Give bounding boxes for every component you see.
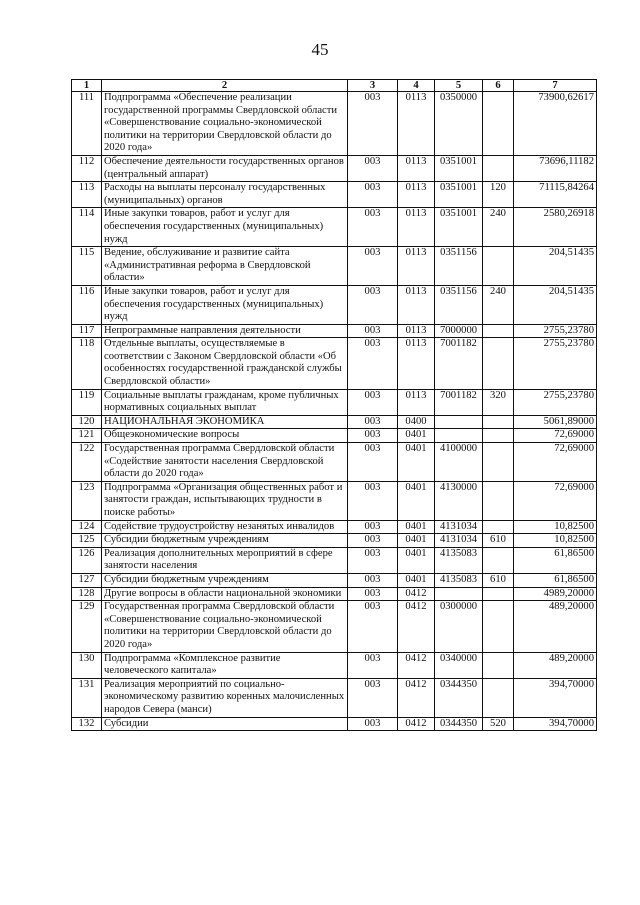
- target-article-code: 0344350: [435, 717, 483, 731]
- column-header: 3: [348, 80, 398, 92]
- row-amount: 394,70000: [514, 717, 597, 731]
- section-code: 0401: [398, 534, 435, 548]
- section-code: 0401: [398, 520, 435, 534]
- table-row: [72, 717, 597, 731]
- target-article-code: 0351001: [435, 182, 483, 208]
- expense-type-code: [483, 520, 514, 534]
- row-number: 130: [72, 652, 102, 678]
- table-row: [72, 587, 597, 601]
- row-number: 125: [72, 534, 102, 548]
- expense-type-code: [483, 247, 514, 286]
- target-article-code: 4130000: [435, 481, 483, 520]
- row-number: 122: [72, 443, 102, 482]
- row-name: Расходы на выплаты персоналу государственных (муниципальных) органов: [102, 182, 348, 208]
- section-code: 0113: [398, 338, 435, 389]
- ministry-code: 003: [348, 92, 398, 156]
- ministry-code: 003: [348, 324, 398, 338]
- table-row: [72, 443, 597, 482]
- row-number: 121: [72, 429, 102, 443]
- row-name: Государственная программа Свердловской области «Содействие занятости населения Свердловской области до 2020 года»: [102, 443, 348, 482]
- table-row: [72, 481, 597, 520]
- row-amount: 72,69000: [514, 429, 597, 443]
- row-name: Государственная программа Свердловской области «Совершенствование социально-экономической политики на территории Свердловской области до 2020 года»: [102, 601, 348, 652]
- ministry-code: 003: [348, 573, 398, 587]
- section-code: 0401: [398, 481, 435, 520]
- row-name: Субсидии бюджетным учреждениям: [102, 534, 348, 548]
- target-article-code: 4100000: [435, 443, 483, 482]
- table-row: [72, 285, 597, 324]
- row-number: 123: [72, 481, 102, 520]
- row-number: 126: [72, 547, 102, 573]
- row-name: Подпрограмма «Организация общественных работ и занятости граждан, испытывающих трудности в поиске работы»: [102, 481, 348, 520]
- row-name: Общеэкономические вопросы: [102, 429, 348, 443]
- row-amount: 10,82500: [514, 520, 597, 534]
- target-article-code: 0340000: [435, 652, 483, 678]
- row-amount: 394,70000: [514, 678, 597, 717]
- expense-type-code: 240: [483, 285, 514, 324]
- row-amount: 61,86500: [514, 547, 597, 573]
- row-number: 127: [72, 573, 102, 587]
- expense-type-code: 610: [483, 534, 514, 548]
- expense-type-code: [483, 324, 514, 338]
- table-row: [72, 520, 597, 534]
- table-row: [72, 678, 597, 717]
- row-amount: 5061,89000: [514, 415, 597, 429]
- table-row: [72, 182, 597, 208]
- table-row: [72, 415, 597, 429]
- row-number: 118: [72, 338, 102, 389]
- section-code: 0113: [398, 208, 435, 247]
- ministry-code: 003: [348, 429, 398, 443]
- row-name: Иные закупки товаров, работ и услуг для обеспечения государственных (муниципальных) нужд: [102, 208, 348, 247]
- table-row: [72, 247, 597, 286]
- ministry-code: 003: [348, 520, 398, 534]
- section-code: 0412: [398, 587, 435, 601]
- row-number: 131: [72, 678, 102, 717]
- expense-type-code: [483, 443, 514, 482]
- expense-type-code: [483, 429, 514, 443]
- column-header: 4: [398, 80, 435, 92]
- row-number: 120: [72, 415, 102, 429]
- expense-type-code: [483, 587, 514, 601]
- row-amount: 71115,84264: [514, 182, 597, 208]
- section-code: 0412: [398, 652, 435, 678]
- row-amount: 489,20000: [514, 652, 597, 678]
- row-number: 113: [72, 182, 102, 208]
- target-article-code: 7001182: [435, 338, 483, 389]
- table-row: [72, 338, 597, 389]
- table-row: [72, 547, 597, 573]
- table-row: [72, 324, 597, 338]
- ministry-code: 003: [348, 534, 398, 548]
- row-amount: 72,69000: [514, 481, 597, 520]
- table-row: [72, 652, 597, 678]
- row-amount: 72,69000: [514, 443, 597, 482]
- target-article-code: 0344350: [435, 678, 483, 717]
- row-amount: 73696,11182: [514, 155, 597, 181]
- ministry-code: 003: [348, 389, 398, 415]
- row-name: Отдельные выплаты, осуществляемые в соответствии с Законом Свердловской области «Об особенностях государственной гражданской службы Свердловской области»: [102, 338, 348, 389]
- row-number: 115: [72, 247, 102, 286]
- column-header: 7: [514, 80, 597, 92]
- expense-type-code: [483, 678, 514, 717]
- target-article-code: 4131034: [435, 520, 483, 534]
- target-article-code: 0351156: [435, 247, 483, 286]
- ministry-code: 003: [348, 601, 398, 652]
- row-name: Реализация дополнительных мероприятий в сфере занятости населения: [102, 547, 348, 573]
- target-article-code: 0300000: [435, 601, 483, 652]
- row-number: 112: [72, 155, 102, 181]
- expense-type-code: 120: [483, 182, 514, 208]
- page-number: 45: [311, 40, 329, 59]
- expense-type-code: 240: [483, 208, 514, 247]
- row-number: 117: [72, 324, 102, 338]
- section-code: 0401: [398, 573, 435, 587]
- expense-type-code: [483, 415, 514, 429]
- row-number: 128: [72, 587, 102, 601]
- target-article-code: [435, 587, 483, 601]
- ministry-code: 003: [348, 247, 398, 286]
- column-header: 1: [72, 80, 102, 92]
- ministry-code: 003: [348, 155, 398, 181]
- row-number: 132: [72, 717, 102, 731]
- section-code: 0412: [398, 601, 435, 652]
- expense-type-code: [483, 652, 514, 678]
- row-amount: 73900,62617: [514, 92, 597, 156]
- section-code: 0113: [398, 247, 435, 286]
- section-code: 0113: [398, 389, 435, 415]
- table-body: [72, 92, 597, 731]
- row-name: Обеспечение деятельности государственных органов (центральный аппарат): [102, 155, 348, 181]
- budget-table: [71, 79, 597, 731]
- expense-type-code: [483, 338, 514, 389]
- column-header: 6: [483, 80, 514, 92]
- row-name: Ведение, обслуживание и развитие сайта «Административная реформа в Свердловской области»: [102, 247, 348, 286]
- row-amount: 489,20000: [514, 601, 597, 652]
- row-number: 119: [72, 389, 102, 415]
- table-row: [72, 92, 597, 156]
- section-code: 0401: [398, 443, 435, 482]
- ministry-code: 003: [348, 678, 398, 717]
- column-header: 2: [102, 80, 348, 92]
- section-code: 0401: [398, 429, 435, 443]
- expense-type-code: [483, 155, 514, 181]
- row-amount: 204,51435: [514, 285, 597, 324]
- table-row: [72, 155, 597, 181]
- row-amount: 2580,26918: [514, 208, 597, 247]
- row-name: Подпрограмма «Обеспечение реализации государственной программы Свердловской области «Совершенствование социально-экономической политики на территории Свердловской области до 2020 года»: [102, 92, 348, 156]
- expense-type-code: [483, 92, 514, 156]
- target-article-code: 4135083: [435, 547, 483, 573]
- target-article-code: 0350000: [435, 92, 483, 156]
- row-amount: 61,86500: [514, 573, 597, 587]
- ministry-code: 003: [348, 547, 398, 573]
- ministry-code: 003: [348, 587, 398, 601]
- expense-type-code: [483, 481, 514, 520]
- row-number: 111: [72, 92, 102, 156]
- table-row: [72, 208, 597, 247]
- row-name: Социальные выплаты гражданам, кроме публичных нормативных социальных выплат: [102, 389, 348, 415]
- row-name: Субсидии: [102, 717, 348, 731]
- target-article-code: 4131034: [435, 534, 483, 548]
- section-code: 0113: [398, 92, 435, 156]
- table-row: [72, 601, 597, 652]
- row-name: Субсидии бюджетным учреждениям: [102, 573, 348, 587]
- table-row: [72, 534, 597, 548]
- expense-type-code: [483, 601, 514, 652]
- row-number: 116: [72, 285, 102, 324]
- ministry-code: 003: [348, 182, 398, 208]
- row-number: 129: [72, 601, 102, 652]
- expense-type-code: 610: [483, 573, 514, 587]
- row-name: Содействие трудоустройству незанятых инвалидов: [102, 520, 348, 534]
- table-row: [72, 429, 597, 443]
- row-number: 114: [72, 208, 102, 247]
- section-code: 0412: [398, 717, 435, 731]
- ministry-code: 003: [348, 652, 398, 678]
- header-row: [72, 80, 597, 92]
- row-name: Иные закупки товаров, работ и услуг для обеспечения государственных (муниципальных) нужд: [102, 285, 348, 324]
- expense-type-code: 320: [483, 389, 514, 415]
- ministry-code: 003: [348, 285, 398, 324]
- section-code: 0113: [398, 285, 435, 324]
- row-name: НАЦИОНАЛЬНАЯ ЭКОНОМИКА: [102, 415, 348, 429]
- target-article-code: 7001182: [435, 389, 483, 415]
- ministry-code: 003: [348, 338, 398, 389]
- row-amount: 204,51435: [514, 247, 597, 286]
- row-amount: 10,82500: [514, 534, 597, 548]
- row-amount: 4989,20000: [514, 587, 597, 601]
- section-code: 0401: [398, 547, 435, 573]
- target-article-code: 0351156: [435, 285, 483, 324]
- row-name: Другие вопросы в области национальной экономики: [102, 587, 348, 601]
- section-code: 0400: [398, 415, 435, 429]
- row-name: Реализация мероприятий по социально-экономическому развитию коренных малочисленных народов Севера (манси): [102, 678, 348, 717]
- row-amount: 2755,23780: [514, 389, 597, 415]
- expense-type-code: [483, 547, 514, 573]
- target-article-code: [435, 429, 483, 443]
- section-code: 0113: [398, 155, 435, 181]
- ministry-code: 003: [348, 415, 398, 429]
- row-amount: 2755,23780: [514, 324, 597, 338]
- row-name: Непрограммные направления деятельности: [102, 324, 348, 338]
- row-number: 124: [72, 520, 102, 534]
- target-article-code: [435, 415, 483, 429]
- ministry-code: 003: [348, 208, 398, 247]
- row-amount: 2755,23780: [514, 338, 597, 389]
- ministry-code: 003: [348, 443, 398, 482]
- expense-type-code: 520: [483, 717, 514, 731]
- section-code: 0412: [398, 678, 435, 717]
- section-code: 0113: [398, 182, 435, 208]
- target-article-code: 0351001: [435, 208, 483, 247]
- ministry-code: 003: [348, 481, 398, 520]
- target-article-code: 7000000: [435, 324, 483, 338]
- row-name: Подпрограмма «Комплексное развитие человеческого капитала»: [102, 652, 348, 678]
- section-code: 0113: [398, 324, 435, 338]
- target-article-code: 0351001: [435, 155, 483, 181]
- target-article-code: 4135083: [435, 573, 483, 587]
- table-row: [72, 573, 597, 587]
- column-header: 5: [435, 80, 483, 92]
- table-row: [72, 389, 597, 415]
- ministry-code: 003: [348, 717, 398, 731]
